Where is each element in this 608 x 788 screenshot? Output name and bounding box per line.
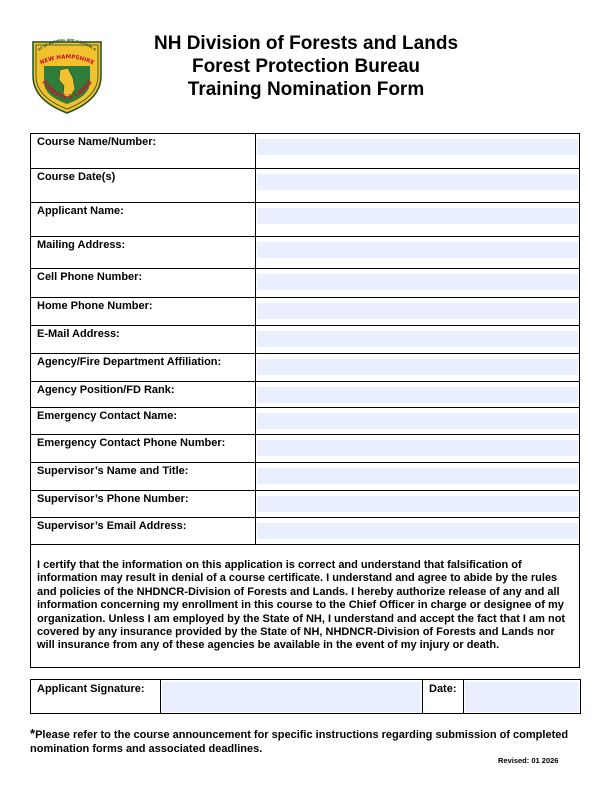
emergency-contact-name-input[interactable] — [257, 413, 578, 429]
form-row — [31, 408, 580, 435]
applicant-signature-input[interactable] — [162, 682, 421, 712]
cell-phone-label: Cell Phone Number: — [31, 269, 256, 298]
home-phone-label: Home Phone Number: — [31, 298, 256, 326]
logo-department-text: NT OF NATURAL AND CULTURAL R — [37, 37, 97, 52]
supervisor-name-input[interactable] — [257, 468, 578, 484]
certification-row — [31, 545, 580, 668]
email-address-input[interactable] — [257, 331, 578, 347]
course-dates-label: Course Date(s) — [31, 169, 256, 203]
signature-row — [31, 680, 581, 714]
course-name-label: Course Name/Number: — [31, 134, 256, 169]
supervisor-email-input[interactable] — [257, 523, 578, 539]
form-row — [31, 518, 580, 545]
date-input[interactable] — [465, 682, 579, 712]
emergency-contact-phone-input[interactable] — [257, 440, 578, 456]
note-asterisk: * — [30, 726, 36, 741]
title-line-bureau: Forest Protection Bureau — [191, 56, 421, 77]
form-row — [31, 237, 580, 269]
cell-phone-input[interactable] — [257, 274, 578, 290]
note-text: Please refer to the course announcement for specific instructions regarding submission of completed nomination forms and associated deadlines. — [30, 729, 569, 755]
submission-note — [30, 727, 580, 756]
form-row — [31, 298, 580, 326]
agency-affiliation-input[interactable] — [257, 359, 578, 375]
home-phone-input[interactable] — [257, 303, 578, 319]
agency-affiliation-label: Agency/Fire Department Affiliation: — [31, 354, 256, 382]
mailing-address-input[interactable] — [257, 242, 578, 258]
form-row — [31, 435, 580, 463]
course-dates-input[interactable] — [257, 174, 578, 190]
form-row — [31, 354, 580, 382]
applicant-name-input[interactable] — [257, 208, 578, 224]
applicant-signature-label: Applicant Signature: — [31, 680, 161, 714]
applicant-name-label: Applicant Name: — [31, 203, 256, 237]
form-row — [31, 491, 580, 518]
logo-state-text: NEW HAMPSHIRE — [39, 54, 95, 67]
form-row — [31, 134, 580, 169]
form-row — [31, 382, 580, 408]
title-line-division: NH Division of Forests and Lands — [153, 33, 459, 54]
supervisor-email-label: Supervisor’s Email Address: — [31, 518, 256, 545]
form-row — [31, 463, 580, 491]
nomination-form-table — [30, 133, 580, 668]
supervisor-phone-input[interactable] — [257, 496, 578, 512]
form-row — [31, 203, 580, 237]
date-label: Date: — [423, 680, 464, 714]
signature-table — [30, 679, 581, 714]
form-title — [130, 32, 482, 101]
form-row — [31, 269, 580, 298]
title-line-form-name: Training Nomination Form — [187, 79, 425, 100]
form-row — [31, 169, 580, 203]
form-row — [31, 326, 580, 354]
agency-position-label: Agency Position/FD Rank: — [31, 382, 256, 408]
mailing-address-label: Mailing Address: — [31, 237, 256, 269]
supervisor-phone-label: Supervisor’s Phone Number: — [31, 491, 256, 518]
revision-date: Revised: 01 2026 — [498, 756, 559, 765]
agency-position-input[interactable] — [257, 387, 578, 403]
email-address-label: E-Mail Address: — [31, 326, 256, 354]
emergency-contact-phone-label: Emergency Contact Phone Number: — [31, 435, 256, 463]
certification-statement: I certify that the information on this application is correct and understand that falsification of information may result in denial of a course certificate. I understand and agree to abide by the rules and policies of the NHDNCR-Division of Forests and Lands. I hereby authorize release of any and all information concerning my enrollment in this course to the Chief Officer in charge or designee of my organization. Unless I am employed by the State of NH, I understand and accept the fact that I am not covered by any insurance provided by the State of NH, NHDNCR-Division of Forests and Lands nor will insurance from any of these agencies be available in the event of my injury or death. — [31, 545, 580, 668]
nh-forests-lands-logo — [30, 34, 104, 114]
course-name-input[interactable] — [257, 139, 578, 155]
logo-division-text: FORESTS & LANDS — [40, 79, 94, 102]
emergency-contact-name-label: Emergency Contact Name: — [31, 408, 256, 435]
supervisor-name-label: Supervisor’s Name and Title: — [31, 463, 256, 491]
